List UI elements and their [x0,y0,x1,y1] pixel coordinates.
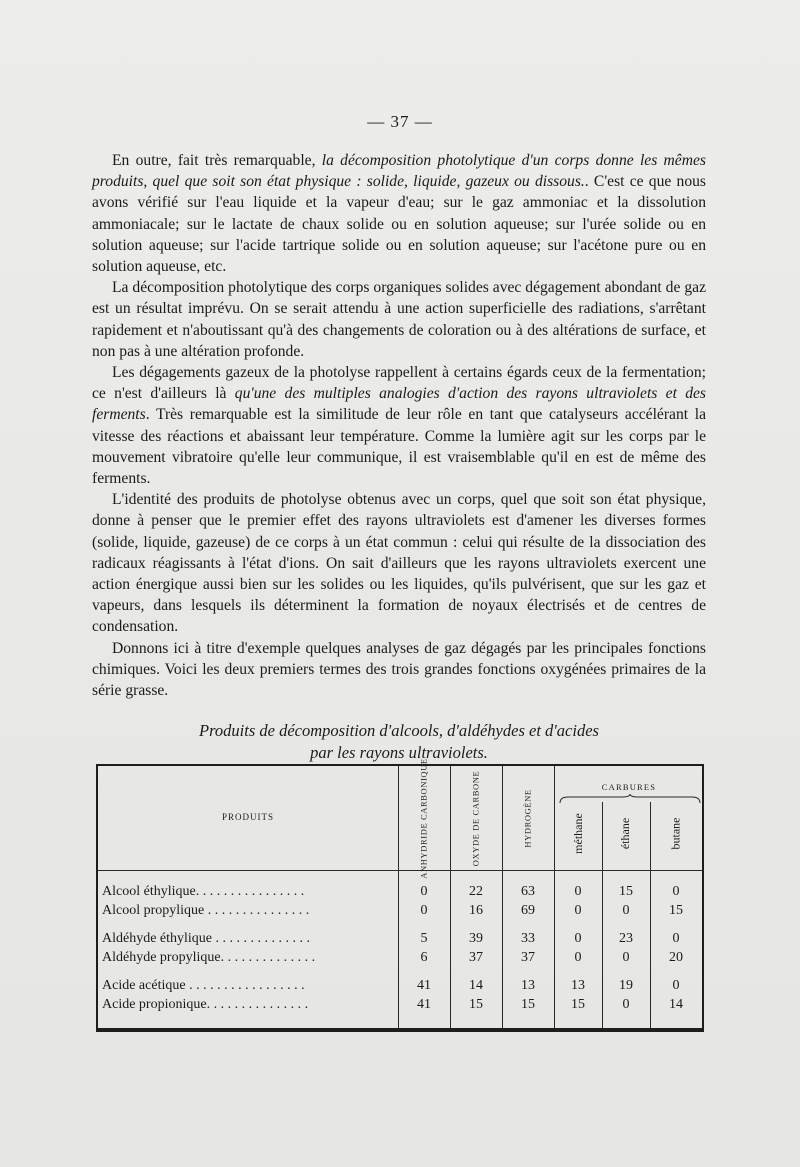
table-body [98,882,702,1014]
cell: 20 [669,950,683,965]
cell: 15 [571,997,585,1012]
cell: 0 [574,903,582,918]
cell: 19 [619,978,633,993]
cell: 16 [469,903,483,918]
cell: 23 [619,931,633,946]
cell: 15 [521,997,535,1012]
cell: 14 [469,978,483,993]
paragraph [92,489,706,637]
row-label: Alcool propylique . . . . . . . . . . . . . . . [102,903,310,918]
cell: 6 [420,950,428,965]
table-caption [92,720,706,764]
cell: 33 [521,931,535,946]
text-run-italic: qu'une des multiples analogies d'action des rayons ultraviolets et des ferments [92,385,707,424]
cell: 41 [417,978,431,993]
cell: 15 [469,997,483,1012]
col-header-butane: butane [668,817,683,849]
table-row [98,882,702,901]
cell: 0 [574,950,582,965]
text-run: La décomposition photolytique des corps organiques solides avec dégagement abondant de gaz est un résultat imprévu. On se serait attendu à une action superficielle des radiations, s'arrêtant rapidement et n'aboutissant qu'à des changements de coloration ou à des altérations de surface, et non pas à une altération profonde. [92,279,706,360]
paragraph [92,277,706,362]
table-row [98,976,702,995]
row-label: Aldéhyde éthylique . . . . . . . . . . . . . . [102,931,311,946]
text-run: Les dégagements gazeux de la photolyse rappellent à certains égards ceux de la fermentation; ce n'est d'ailleurs là [92,364,706,403]
carbures-header: CARBURES [601,782,657,792]
row-label: Alcool éthylique. . . . . . . . . . . . . . . . [102,884,305,899]
table-row [98,995,702,1014]
row-label: Acide acétique . . . . . . . . . . . . . . . . . [102,978,305,993]
cell: 0 [672,978,680,993]
cell: 0 [420,884,428,899]
col-header-methane: méthane [570,812,585,854]
cell: 41 [417,997,431,1012]
cell: 5 [420,931,428,946]
col-header-oxyde: OXYDE DE CARBONE [470,770,481,866]
cell: 0 [622,997,630,1012]
cell: 15 [619,884,633,899]
paragraph [92,638,706,702]
cell: 0 [420,903,428,918]
cell: 0 [574,931,582,946]
body-text [92,150,706,701]
results-table [96,757,704,1032]
cell: 0 [672,884,680,899]
table-row [98,929,702,948]
text-run: . C'est ce que nous avons vérifié sur l'eau liquide et la vapeur d'eau; sur le gaz ammoniac et la dissolution ammoniacale; sur le lactate de chaux solide ou en solution aqueuse; sur l'urée solide ou en solution aqueuse; sur l'acide tartrique solide ou en solution aqueuse; sur l'acétone pure ou en solution aqueuse, etc. [92,173,706,276]
cell: 0 [672,931,680,946]
cell: 37 [469,950,483,965]
text-run: L'identité des produits de photolyse obtenus avec un corps, quel que soit son état physique, donne à penser que le premier effet des rayons ultraviolets est d'amener les diverses formes (solide, liquide, gazeuse) de ce corps à un état commun : celui qui résulte de la dissociation des radicaux réagissants à l'état d'ions. On sait d'ailleurs que les rayons ultraviolets exercent une action énergique aussi bien sur les solides ou les liquides, qu'ils pulvérisent, que sur les gaz et vapeurs, dans lesquels ils déterminent la formation de noyaux électrisés et de centres de condensation. [92,491,706,636]
table-row [98,948,702,967]
paragraph [92,362,706,489]
row-label: Aldéhyde propylique. . . . . . . . . . . . . . [102,950,316,965]
col-header-hydrogene: HYDROGÈNE [522,788,533,848]
cell: 13 [521,978,535,993]
cell: 63 [521,884,535,899]
cell: 15 [669,903,683,918]
col-header-anhydride: ANHYDRIDE CARBONIQUE [418,757,429,879]
cell: 22 [469,884,483,899]
paragraph [92,150,706,277]
page-number: — 37 — [367,112,433,131]
cell: 0 [574,884,582,899]
row-label: Acide propionique. . . . . . . . . . . . . . . [102,997,309,1012]
text-run: . Très remarquable est la similitude de leur rôle en tant que catalyseurs accélérant la vitesse des réactions et abaissant leur température. Comme la lumière agit sur les corps par le mouvement vibratoire qu'elle leur communique, il est vraisemblable qu'il en est de même des ferments. [92,406,706,488]
cell: 39 [469,931,483,946]
text-run: En outre, fait très remarquable, [112,152,322,169]
produits-header: PRODUITS [221,812,274,822]
table-row [98,901,702,920]
cell: 14 [669,997,683,1012]
caption-line-1: Produits de décomposition d'alcools, d'aldéhydes et d'acides [199,721,599,740]
cell: 13 [571,978,585,993]
header-rule [98,870,702,871]
text-run: Donnons ici à titre d'exemple quelques analyses de gaz dégagés par les principales fonctions chimiques. Voici les deux premiers termes des trois grandes fonctions oxygénées primaires de la série grasse. [92,639,706,700]
caption-line-2: par les rayons ultraviolets. [310,743,488,762]
cell: 0 [622,903,630,918]
cell: 69 [521,903,535,918]
cell: 37 [521,950,535,965]
cell: 0 [622,950,630,965]
col-header-ethane: éthane [618,817,633,849]
text-run-italic: la décomposition photolytique d'un corps donne les mêmes produits, quel que soit son état physique : solide, liquide, gazeux ou dissous. [92,152,706,191]
